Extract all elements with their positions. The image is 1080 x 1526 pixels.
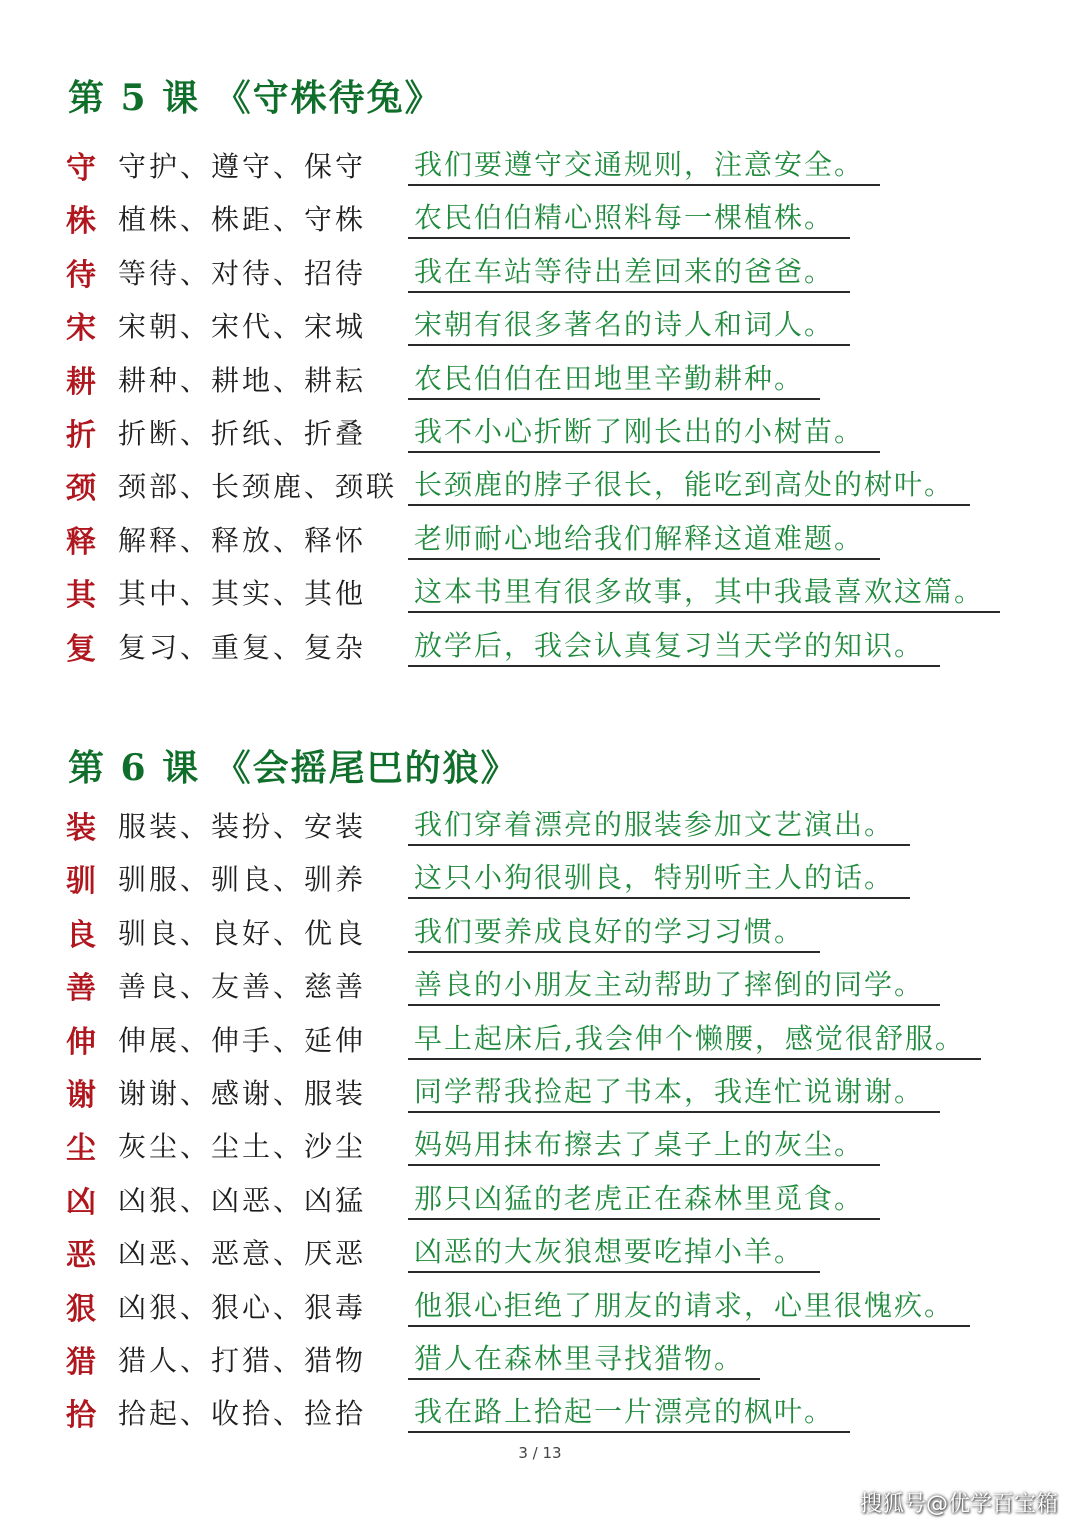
vocab-words: 驯服、驯良、驯养 xyxy=(118,863,367,897)
example-sentence: 宋朝有很多著名的诗人和词人。 xyxy=(408,303,850,346)
vocab-words: 守护、遵守、保守 xyxy=(118,150,367,183)
example-sentence: 妈妈用抹布擦去了桌子上的灰尘。 xyxy=(408,1123,880,1166)
vocab-character: 驯 xyxy=(66,864,96,900)
example-sentence: 我们要遵守交通规则，注意安全。 xyxy=(408,143,880,186)
vocab-character: 尘 xyxy=(66,1131,96,1167)
vocab-character: 折 xyxy=(66,417,96,453)
page-number: 3 / 13 xyxy=(518,1444,562,1462)
example-sentence: 他狠心拒绝了朋友的请求，心里很愧疚。 xyxy=(408,1284,970,1327)
vocab-words: 伸展、伸手、延伸 xyxy=(118,1023,367,1057)
vocab-row xyxy=(0,509,1080,562)
example-sentence: 我们穿着漂亮的服装参加文艺演出。 xyxy=(408,803,910,846)
vocab-row xyxy=(0,1329,1080,1382)
vocab-character: 复 xyxy=(66,631,96,667)
vocab-words: 复习、重复、复杂 xyxy=(118,630,367,664)
example-sentence: 善良的小朋友主动帮助了摔倒的同学。 xyxy=(408,963,940,1006)
vocab-row xyxy=(0,1382,1080,1435)
vocab-row xyxy=(0,1222,1080,1275)
vocab-words: 解释、释放、释怀 xyxy=(118,523,367,557)
vocab-words: 其中、其实、其他 xyxy=(118,577,367,611)
example-sentence: 我不小心折断了刚长出的小树苗。 xyxy=(408,410,880,453)
vocab-character: 株 xyxy=(66,204,96,240)
vocab-row xyxy=(0,955,1080,1008)
vocab-row xyxy=(0,295,1080,348)
vocab-words: 耕种、耕地、耕耘 xyxy=(118,363,367,397)
example-sentence: 长颈鹿的脖子很长，能吃到高处的树叶。 xyxy=(408,463,970,506)
vocab-row xyxy=(0,1169,1080,1222)
example-sentence: 猎人在森林里寻找猎物。 xyxy=(408,1337,760,1380)
lesson-6-title: 第 6 课 《会摇尾巴的狼》 xyxy=(68,747,519,789)
vocab-row xyxy=(0,562,1080,615)
example-sentence: 我在路上拾起一片漂亮的枫叶。 xyxy=(408,1390,850,1433)
vocab-character: 待 xyxy=(66,257,96,293)
vocab-words: 凶狠、凶恶、凶猛 xyxy=(118,1183,367,1217)
vocab-character: 耕 xyxy=(66,364,96,400)
vocab-words: 灰尘、尘土、沙尘 xyxy=(118,1130,367,1164)
vocab-character: 颈 xyxy=(66,471,96,507)
vocab-character: 善 xyxy=(66,971,96,1007)
vocab-row xyxy=(0,616,1080,669)
lesson-5-vocab-list xyxy=(0,135,1080,669)
vocab-character: 狠 xyxy=(66,1291,96,1327)
vocab-character: 宋 xyxy=(66,311,96,347)
vocab-words: 植株、株距、守株 xyxy=(118,203,367,237)
vocab-character: 恶 xyxy=(66,1238,96,1274)
example-sentence: 农民伯伯精心照料每一棵植株。 xyxy=(408,196,850,239)
vocab-row xyxy=(0,188,1080,241)
lesson-5-title: 第 5 课 《守株待兔》 xyxy=(68,77,443,119)
vocab-character: 良 xyxy=(66,917,96,953)
vocab-row xyxy=(0,402,1080,455)
vocab-row xyxy=(0,1115,1080,1168)
vocab-row xyxy=(0,349,1080,402)
vocab-words: 拾起、收拾、捡拾 xyxy=(118,1397,367,1431)
example-sentence: 早上起床后,我会伸个懒腰，感觉很舒服。 xyxy=(408,1017,981,1060)
vocab-words: 善良、友善、慈善 xyxy=(118,970,367,1004)
vocab-row xyxy=(0,1276,1080,1329)
vocab-character: 凶 xyxy=(66,1184,96,1220)
example-sentence: 凶恶的大灰狼想要吃掉小羊。 xyxy=(408,1230,820,1273)
vocab-row xyxy=(0,1062,1080,1115)
vocab-words: 折断、折纸、折叠 xyxy=(118,416,367,450)
vocab-row xyxy=(0,455,1080,508)
vocab-row xyxy=(0,902,1080,955)
watermark: 搜狐号@优学百宝箱 xyxy=(859,1492,1058,1517)
vocab-row xyxy=(0,135,1080,188)
vocab-character: 伸 xyxy=(66,1024,96,1060)
example-sentence: 我在车站等待出差回来的爸爸。 xyxy=(408,250,850,293)
example-sentence: 老师耐心地给我们解释这道难题。 xyxy=(408,517,880,560)
vocab-words: 驯良、良好、优良 xyxy=(118,916,367,950)
vocab-words: 凶恶、恶意、厌恶 xyxy=(118,1237,367,1271)
vocab-words: 服装、装扮、安装 xyxy=(118,810,367,843)
vocab-words: 猎人、打猎、猎物 xyxy=(118,1343,367,1377)
example-sentence: 这只小狗很驯良，特别听主人的话。 xyxy=(408,856,910,899)
example-sentence: 这本书里有很多故事，其中我最喜欢这篇。 xyxy=(408,570,1000,613)
example-sentence: 农民伯伯在田地里辛勤耕种。 xyxy=(408,357,820,400)
vocab-character: 其 xyxy=(66,578,96,614)
vocab-words: 颈部、长颈鹿、颈联 xyxy=(118,470,398,504)
vocab-character: 装 xyxy=(66,811,96,846)
vocab-row xyxy=(0,848,1080,901)
example-sentence: 那只凶猛的老虎正在森林里觅食。 xyxy=(408,1177,880,1220)
example-sentence: 我们要养成良好的学习习惯。 xyxy=(408,910,820,953)
vocab-words: 凶狠、狠心、狠毒 xyxy=(118,1290,367,1324)
lesson-6-vocab-list xyxy=(0,795,1080,1436)
example-sentence: 同学帮我捡起了书本，我连忙说谢谢。 xyxy=(408,1070,940,1113)
example-sentence: 放学后，我会认真复习当天学的知识。 xyxy=(408,624,940,667)
vocab-character: 猎 xyxy=(66,1344,96,1380)
vocab-row xyxy=(0,242,1080,295)
vocab-character: 释 xyxy=(66,524,96,560)
vocab-character: 拾 xyxy=(66,1398,96,1434)
vocab-character: 谢 xyxy=(66,1077,96,1113)
vocab-row xyxy=(0,1009,1080,1062)
vocab-row xyxy=(0,795,1080,848)
vocab-words: 谢谢、感谢、服装 xyxy=(118,1076,367,1110)
vocab-character: 守 xyxy=(66,151,96,186)
vocab-words: 等待、对待、招待 xyxy=(118,256,367,290)
vocab-words: 宋朝、宋代、宋城 xyxy=(118,310,367,344)
